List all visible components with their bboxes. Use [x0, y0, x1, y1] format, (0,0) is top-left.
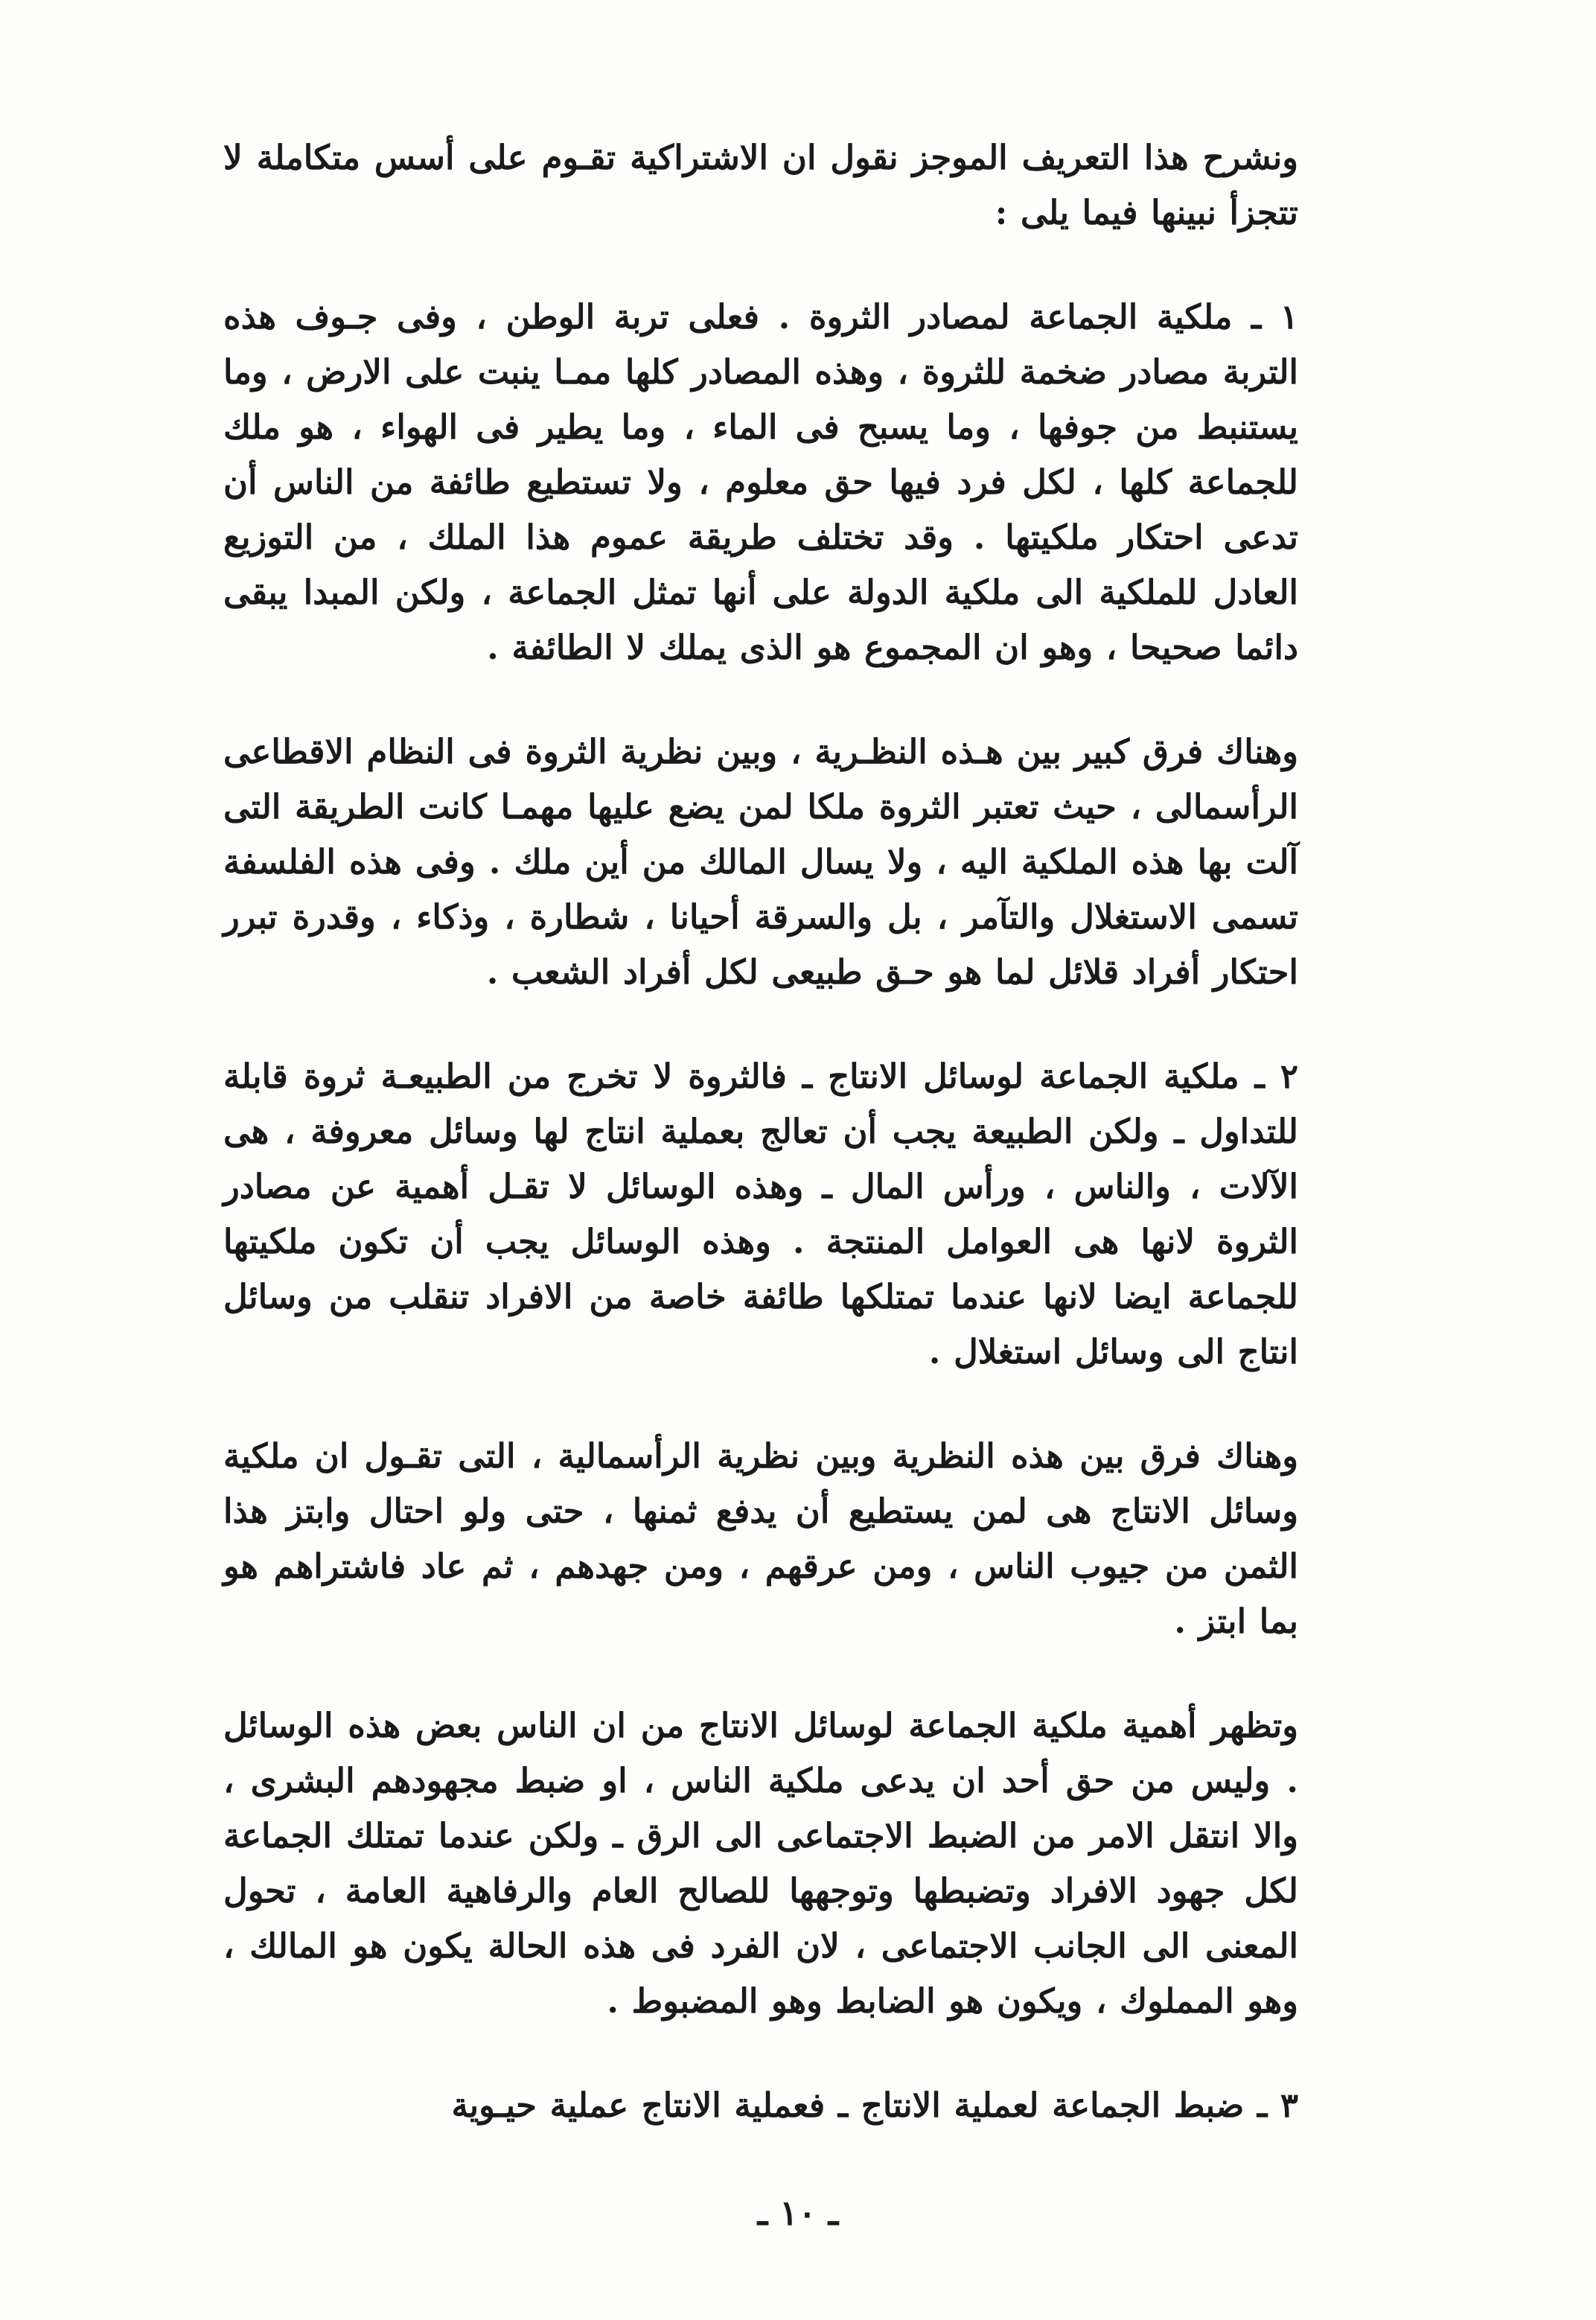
paragraph-point-3: ٣ ـ ضبط الجماعة لعملية الانتاج ـ فعملية الانتاج عملية حيـوية [451, 2085, 1298, 2125]
paragraph-point-1-contrast: وهناك فرق كبير بين هـذه النظـرية ، وبين نظرية الثروة فى النظام الاقطاعى الرأسمالى ، حيث تعتبر الثروة ملكا لمن يضع عليها مهمـا كانت الطريقة التى آلت بها هذه الملكية اليه ، ولا يسال المالك من أين ملك . وفى هذه الفلسفة تسمى الاستغلال والتآمر ، بل والسرقة أحيانا ، شطارة ، وذكاء ، وقدرة تبرر احتكار أفراد قلائل لما هو حـق طبيعى لكل أفراد الشعب . [223, 732, 1298, 992]
body-text [223, 130, 1298, 2133]
paragraph-point-2: ٢ ـ ملكية الجماعة لوسائل الانتاج ـ فالثروة لا تخرج من الطبيعـة ثروة قابلة للتداول ـ ولكن الطبيعة يجب أن تعالج بعملية انتاج لها وسائل معروفة ، هى الآلات ، والناس ، ورأس المال ـ وهذه الوسائل لا تقـل أهمية عن مصادر الثروة لانها هى العوامل المنتجة . وهذه الوسائل يجب أن تكون ملكيتها للجماعة ايضا لانها عندما تمتلكها طائفة خاصة من الافراد تنقلب من وسائل انتاج الى وسائل استغلال . [223, 1057, 1298, 1371]
paragraph-point-1: ١ ـ ملكية الجماعة لمصادر الثروة . فعلى تربة الوطن ، وفى جـوف هذه التربة مصادر ضخمة للثروة ، وهذه المصادر كلها ممـا ينبت على الارض ، وما يستنبط من جوفها ، وما يسبح فى الماء ، وما يطير فى الهواء ، هو ملك للجماعة كلها ، لكل فرد فيها حق معلوم ، ولا تستطيع طائفة من الناس أن تدعى احتكار ملكيتها . وقد تختلف طريقة عموم هذا الملك ، من التوزيع العادل للملكية الى ملكية الدولة على أنها تمثل الجماعة ، ولكن المبدا يبقى دائما صحيحا ، وهو ان المجموع هو الذى يملك لا الطائفة . [223, 297, 1298, 667]
paragraph-intro: ونشرح هذا التعريف الموجز نقول ان الاشتراكية تقـوم على أسس متكاملة لا تتجزأ نبينها فيما يلى : [223, 138, 1298, 232]
page-number: ـ ١٠ ـ [757, 2193, 839, 2233]
paragraph-point-2-importance: وتظهر أهمية ملكية الجماعة لوسائل الانتاج من ان الناس بعض هذه الوسائل . وليس من حق أحد ان يدعى ملكية الناس ، او ضبط مجهودهم البشرى ، والا انتقل الامر من الضبط الاجتماعى الى الرق ـ ولكن عندما تمتلك الجماعة لكل جهود الافراد وتضبطها وتوجهها للصالح العام والرفاهية العامة ، تحول المعنى الى الجانب الاجتماعى ، لان الفرد فى هذه الحالة يكون هو المالك ، وهو المملوك ، ويكون هو الضابط وهو المضبوط . [223, 1706, 1298, 2021]
paragraph-point-2-contrast: وهناك فرق بين هذه النظرية وبين نظرية الرأسمالية ، التى تقـول ان ملكية وسائل الانتاج هى لمن يستطيع أن يدفع ثمنها ، حتى ولو احتال وابتز هذا الثمن من جيوب الناس ، ومن عرقهم ، ومن جهدهم ، ثم عاد فاشتراهم هو بما ابتز . [223, 1436, 1298, 1641]
